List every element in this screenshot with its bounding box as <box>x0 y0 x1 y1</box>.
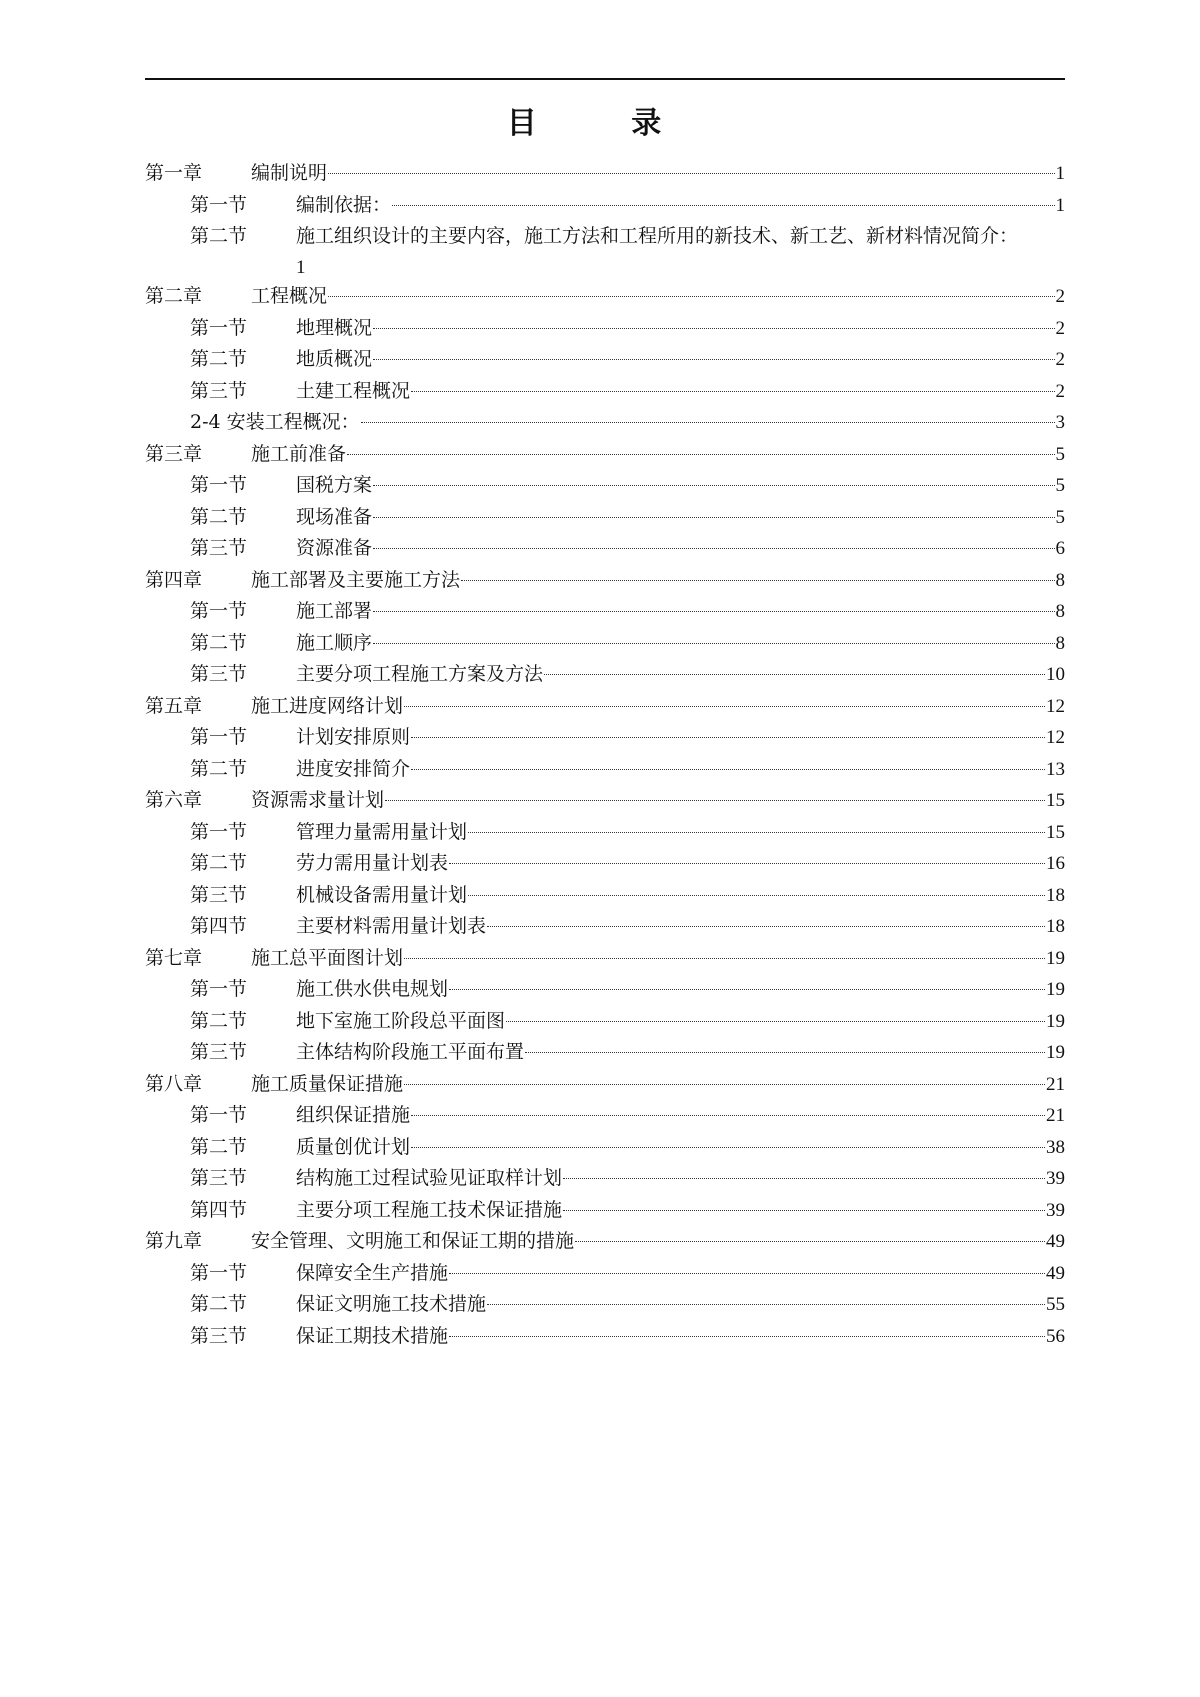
toc-entry-label: 现场准备 <box>296 505 373 528</box>
toc-chapter-entry[interactable] <box>145 565 1065 597</box>
toc-leader-dots <box>373 548 1054 549</box>
toc-section-entry[interactable] <box>145 376 1065 408</box>
toc-chapter-entry[interactable] <box>145 1069 1065 1101</box>
toc-entry-number: 第一节 <box>190 316 248 339</box>
toc-entry-number: 第三章 <box>145 442 203 465</box>
toc-section-entry[interactable] <box>145 911 1065 943</box>
toc-entry-label: 管理力量需用量计划 <box>296 820 468 843</box>
toc-leader-dots <box>449 989 1045 990</box>
toc-leader-dots <box>361 422 1055 423</box>
toc-entry-number: 第三节 <box>190 1041 248 1063</box>
toc-entry-label: 地质概况 <box>296 348 373 370</box>
toc-entry-label: 主要分项工程施工技术保证措施 <box>296 1198 563 1221</box>
toc-leader-dots <box>373 328 1054 329</box>
toc-leader-dots <box>487 1304 1045 1305</box>
toc-entry-number: 第三节 <box>190 537 248 559</box>
toc-leader-dots <box>385 800 1045 801</box>
toc-entry-number: 第一节 <box>190 726 248 748</box>
toc-section-entry[interactable] <box>145 1289 1065 1321</box>
toc-entry-page: 1 <box>1055 163 1065 184</box>
toc-leader-dots <box>411 769 1045 770</box>
toc-section-entry[interactable] <box>145 407 1065 439</box>
toc-entry-number: 第八章 <box>145 1072 203 1095</box>
toc-leader-dots <box>506 1021 1045 1022</box>
toc-entry-label: 施工总平面图计划 <box>251 946 404 969</box>
toc-entry-number: 第九章 <box>145 1230 203 1252</box>
toc-leader-dots <box>373 517 1054 518</box>
toc-section-entry[interactable] <box>145 974 1065 1006</box>
toc-section-entry[interactable] <box>145 628 1065 660</box>
toc-section-entry[interactable] <box>145 659 1065 691</box>
toc-entry-label: 施工前准备 <box>251 442 347 465</box>
toc-entry-page: 19 <box>1046 947 1065 969</box>
toc-entry-label: 保障安全生产措施 <box>296 1261 449 1284</box>
toc-entry-label: 劳力需用量计划表 <box>296 852 449 874</box>
toc-entry-number: 第三节 <box>190 379 248 402</box>
toc-entry-page: 2 <box>1055 349 1065 370</box>
toc-entry-page: 39 <box>1046 1199 1065 1221</box>
toc-entry-number: 第六章 <box>145 789 203 811</box>
toc-entry-label: 施工进度网络计划 <box>251 694 404 717</box>
toc-entry-number: 第三节 <box>190 1324 248 1347</box>
toc-leader-dots <box>449 863 1045 864</box>
toc-entry-page: 5 <box>1055 506 1065 528</box>
toc-entry-label: 安全管理、文明施工和保证工期的措施 <box>251 1230 575 1252</box>
toc-entry-page: 49 <box>1046 1262 1065 1284</box>
toc-leader-dots <box>449 1336 1045 1337</box>
toc-leader-dots <box>575 1241 1045 1242</box>
table-of-contents <box>145 158 1065 1352</box>
header-rule <box>145 78 1065 80</box>
toc-leader-dots <box>328 173 1054 174</box>
toc-entry-number: 第二节 <box>190 757 248 780</box>
toc-entry-label: 施工质量保证措施 <box>251 1072 404 1095</box>
toc-entry-page: 19 <box>1046 1042 1065 1063</box>
toc-entry-number: 第五章 <box>145 694 203 717</box>
toc-entry-number: 第二节 <box>190 1293 248 1315</box>
toc-entry-label: 地下室施工阶段总平面图 <box>296 1009 506 1032</box>
toc-entry-number: 第二节 <box>190 852 248 874</box>
toc-section-entry[interactable] <box>145 722 1065 754</box>
toc-entry-label: 保证工期技术措施 <box>296 1324 449 1347</box>
toc-entry-number: 第三节 <box>190 883 248 906</box>
toc-entry-label: 主体结构阶段施工平面布置 <box>296 1041 525 1063</box>
toc-entry-page: 3 <box>1055 412 1065 433</box>
toc-section-entry[interactable] <box>145 754 1065 786</box>
toc-chapter-entry[interactable] <box>145 439 1065 471</box>
toc-section-entry[interactable] <box>145 1006 1065 1038</box>
toc-entry-page: 21 <box>1046 1105 1065 1126</box>
toc-entry-page: 1 <box>296 256 306 278</box>
toc-leader-dots <box>411 1115 1045 1116</box>
toc-entry-number: 第一节 <box>190 1261 248 1284</box>
toc-entry-page: 2 <box>1055 317 1065 339</box>
toc-entry-label: 施工部署 <box>296 600 373 622</box>
toc-entry-page: 6 <box>1055 538 1065 559</box>
toc-leader-dots <box>487 926 1045 927</box>
toc-entry-number: 第一节 <box>190 978 248 1000</box>
toc-leader-dots <box>411 737 1045 738</box>
toc-leader-dots <box>468 895 1045 896</box>
toc-entry-page: 12 <box>1046 727 1065 748</box>
toc-section-entry[interactable] <box>145 1163 1065 1195</box>
toc-entry-label: 编制说明 <box>251 162 328 184</box>
toc-entry-number: 第四章 <box>145 568 203 591</box>
toc-entry-label: 主要材料需用量计划表 <box>296 915 487 937</box>
toc-entry-number: 第七章 <box>145 946 203 969</box>
toc-entry-number: 第二节 <box>190 348 248 370</box>
toc-entry-label: 保证文明施工技术措施 <box>296 1293 487 1315</box>
toc-entry-label: 进度安排简介 <box>296 757 411 780</box>
toc-chapter-entry[interactable] <box>145 281 1065 313</box>
toc-leader-dots <box>347 454 1054 455</box>
toc-section-entry[interactable] <box>145 1132 1065 1164</box>
toc-chapter-entry[interactable] <box>145 1226 1065 1258</box>
toc-section-entry[interactable] <box>145 596 1065 628</box>
toc-leader-dots <box>392 205 1054 206</box>
toc-entry-label: 机械设备需用量计划 <box>296 883 468 906</box>
toc-leader-dots <box>373 611 1054 612</box>
toc-leader-dots <box>468 832 1045 833</box>
toc-section-entry[interactable] <box>145 817 1065 849</box>
toc-entry-page: 8 <box>1055 632 1065 654</box>
toc-entry-page: 19 <box>1046 979 1065 1000</box>
toc-section-entry[interactable] <box>145 470 1065 502</box>
toc-entry-page: 2 <box>1055 286 1065 307</box>
toc-entry-page: 21 <box>1046 1073 1065 1095</box>
toc-section-entry[interactable] <box>145 190 1065 222</box>
toc-leader-dots <box>373 485 1054 486</box>
toc-leader-dots <box>411 391 1054 392</box>
toc-section-entry[interactable] <box>145 502 1065 534</box>
toc-chapter-entry[interactable] <box>145 785 1065 817</box>
toc-entry-page: 12 <box>1046 695 1065 717</box>
toc-entry-number: 第一节 <box>190 820 248 843</box>
toc-entry-number: 第二节 <box>190 1009 248 1032</box>
toc-entry-number: 第三节 <box>190 1167 248 1189</box>
toc-leader-dots <box>563 1210 1045 1211</box>
toc-entry-page: 19 <box>1046 1010 1065 1032</box>
toc-entry-page: 16 <box>1046 853 1065 874</box>
toc-entry-page: 39 <box>1046 1168 1065 1189</box>
toc-section-entry[interactable] <box>145 1100 1065 1132</box>
toc-entry-page: 8 <box>1055 601 1065 622</box>
toc-leader-dots <box>373 643 1054 644</box>
toc-entry-label: 编制依据： <box>296 193 392 216</box>
toc-entry-page: 18 <box>1046 916 1065 937</box>
page-title: 目 录 <box>506 106 704 141</box>
toc-leader-dots <box>411 1147 1045 1148</box>
toc-chapter-entry[interactable] <box>145 943 1065 975</box>
toc-entry-label: 资源需求量计划 <box>251 789 385 811</box>
toc-entry-page: 49 <box>1046 1231 1065 1252</box>
toc-entry-number: 第一节 <box>190 193 248 216</box>
toc-section-entry[interactable] <box>145 1321 1065 1353</box>
toc-leader-dots <box>525 1052 1045 1053</box>
toc-leader-dots <box>373 359 1054 360</box>
toc-entry-page: 10 <box>1046 664 1065 685</box>
toc-entry-page: 38 <box>1046 1136 1065 1158</box>
toc-entry-label: 主要分项工程施工方案及方法 <box>296 663 544 685</box>
toc-section-entry[interactable] <box>145 344 1065 376</box>
toc-leader-dots <box>544 674 1045 675</box>
toc-entry-page: 15 <box>1046 821 1065 843</box>
toc-entry-number: 2-4 <box>190 411 221 433</box>
toc-entry-label: 施工部署及主要施工方法 <box>251 568 461 591</box>
toc-entry-page: 13 <box>1046 758 1065 780</box>
toc-section-entry[interactable] <box>145 848 1065 880</box>
toc-entry-label: 计划安排原则 <box>296 726 411 748</box>
toc-section-entry[interactable] <box>145 221 1065 281</box>
toc-entry-number: 第二节 <box>190 1135 248 1158</box>
toc-entry-label: 结构施工过程试验见证取样计划 <box>296 1167 563 1189</box>
toc-entry-page: 55 <box>1046 1294 1065 1315</box>
toc-entry-number: 第二节 <box>190 225 248 247</box>
toc-entry-label: 质量创优计划 <box>296 1135 411 1158</box>
toc-entry-page: 5 <box>1055 475 1065 496</box>
toc-entry-number: 第二节 <box>190 505 248 528</box>
toc-entry-label: 地理概况 <box>296 316 373 339</box>
toc-entry-page: 2 <box>1055 380 1065 402</box>
toc-entry-label: 施工顺序 <box>296 631 373 654</box>
toc-section-entry[interactable] <box>145 880 1065 912</box>
toc-entry-number: 第二节 <box>190 631 248 654</box>
toc-section-entry[interactable] <box>145 1195 1065 1227</box>
toc-leader-dots <box>404 1084 1045 1085</box>
toc-entry-page: 56 <box>1046 1325 1065 1347</box>
toc-section-entry[interactable] <box>145 533 1065 565</box>
toc-chapter-entry[interactable] <box>145 691 1065 723</box>
toc-entry-number: 第一节 <box>190 600 248 622</box>
toc-section-entry[interactable] <box>145 1037 1065 1069</box>
toc-leader-dots <box>328 296 1054 297</box>
toc-entry-number: 第一节 <box>190 1104 248 1126</box>
toc-entry-number: 第一章 <box>145 162 203 184</box>
toc-entry-label: 安装工程概况： <box>226 411 360 433</box>
toc-entry-page: 5 <box>1055 443 1065 465</box>
toc-entry-page: 15 <box>1046 790 1065 811</box>
toc-section-entry[interactable] <box>145 313 1065 345</box>
toc-entry-label: 土建工程概况 <box>296 379 411 402</box>
toc-entry-number: 第二章 <box>145 285 203 307</box>
toc-entry-label: 工程概况 <box>251 285 328 307</box>
toc-section-entry[interactable] <box>145 1258 1065 1290</box>
toc-leader-dots <box>563 1178 1045 1179</box>
toc-entry-number: 第四节 <box>190 915 248 937</box>
toc-entry-label: 国税方案 <box>296 474 373 496</box>
toc-leader-dots <box>404 958 1045 959</box>
toc-entry-number: 第一节 <box>190 474 248 496</box>
toc-chapter-entry[interactable] <box>145 158 1065 190</box>
toc-entry-number: 第四节 <box>190 1198 248 1221</box>
toc-entry-label: 施工供水供电规划 <box>296 978 449 1000</box>
toc-entry-page: 8 <box>1055 569 1065 591</box>
toc-entry-page: 18 <box>1046 884 1065 906</box>
toc-entry-label: 资源准备 <box>296 537 373 559</box>
toc-entry-label: 组织保证措施 <box>296 1104 411 1126</box>
toc-leader-dots <box>404 706 1045 707</box>
toc-entry-number: 第三节 <box>190 663 248 685</box>
toc-leader-dots <box>461 580 1054 581</box>
toc-entry-page: 1 <box>1055 194 1065 216</box>
toc-leader-dots <box>449 1273 1045 1274</box>
toc-entry-label: 施工组织设计的主要内容，施工方法和工程所用的新技术、新工艺、新材料情况简介： <box>296 225 1019 247</box>
